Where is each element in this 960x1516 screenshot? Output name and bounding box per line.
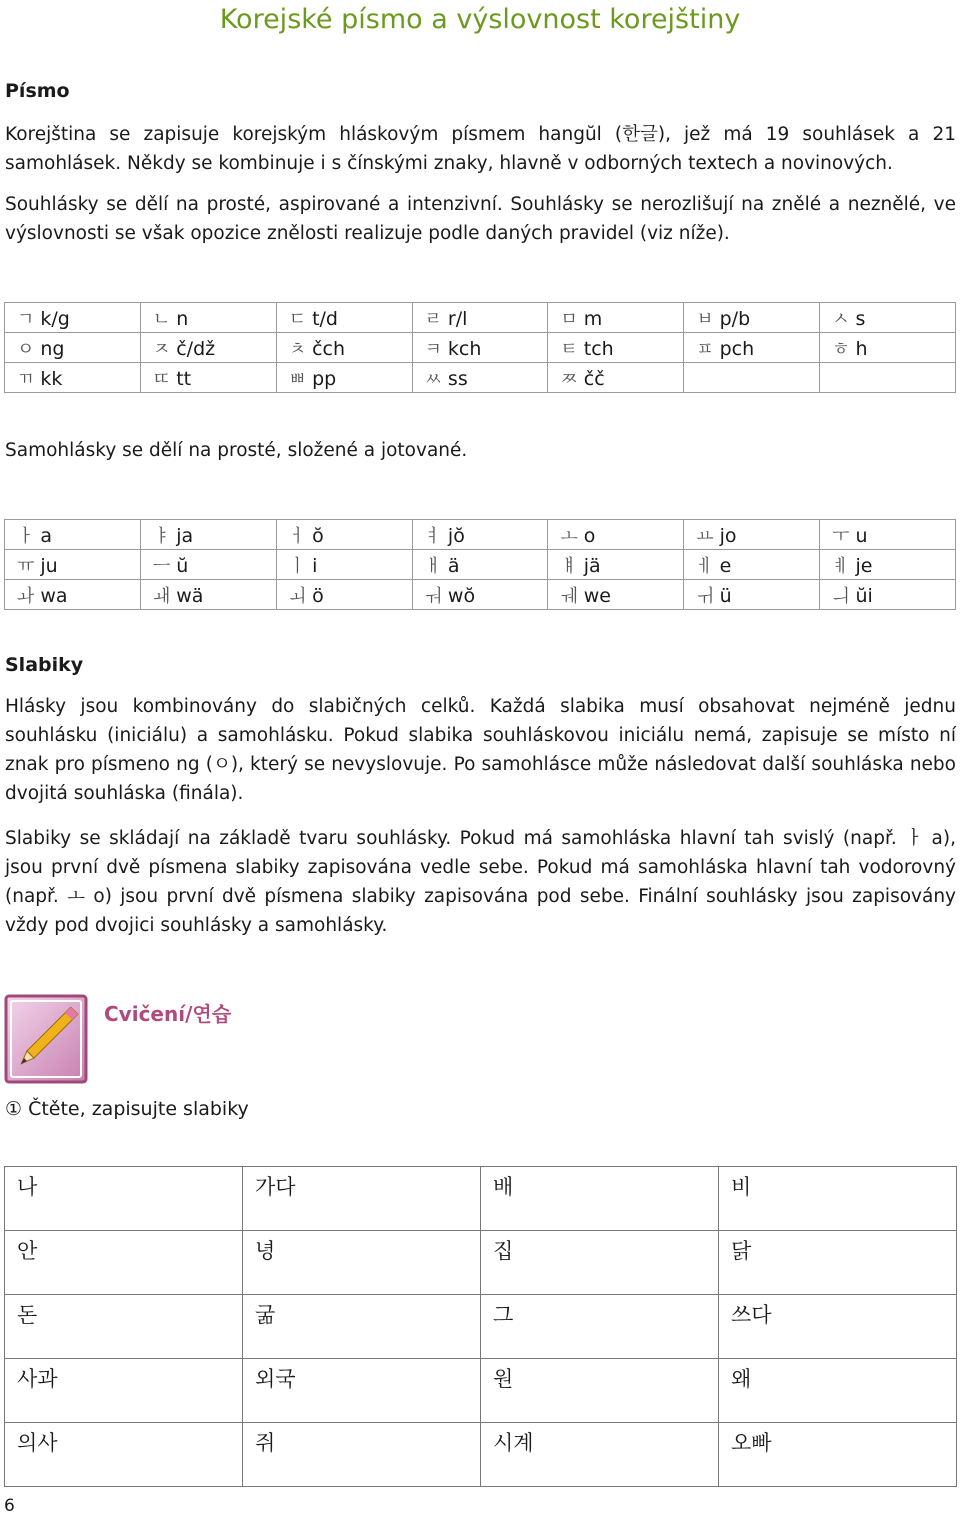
consonant-hangul-letter: ㄹ — [424, 308, 442, 330]
vowel-romanization: ja — [176, 524, 194, 547]
paragraph-consonants-intro: Souhlásky se dělí na prosté, aspirované a intenzivní. Souhlásky se nerozlišují na znělé a neznělé, ve výslovnosti se však opozice znělosti realizuje podle daných pravidel (viz níže). — [5, 194, 956, 244]
consonants-table — [4, 302, 956, 393]
vowel-cell — [140, 520, 276, 550]
consonant-hangul-letter: ㅎ — [832, 338, 850, 360]
consonant-row — [5, 303, 956, 333]
consonant-cell — [140, 303, 276, 333]
consonant-romanization: s — [855, 307, 866, 330]
vowel-romanization: ü — [719, 584, 732, 607]
vowel-cell — [140, 580, 276, 610]
consonant-cell — [140, 333, 276, 363]
exercise-syllable-cell: 시계 — [481, 1423, 719, 1487]
paragraph-syllables-1: Hlásky jsou kombinovány do slabičných celků. Každá slabika musí obsahovat nejméně jednu souhlásku (iniciálu) a samohlásku. Pokud slabika souhláskovou iniciálu nemá, zapisuje se místo ní znak pro písmeno ng (ㅇ), který se nevyslovuje. Po samohlásce může následovat další souhláska nebo dvojitá souhláska (finála). — [5, 696, 956, 804]
vowel-romanization: a — [40, 524, 53, 547]
consonant-hangul-letter: ㅅ — [832, 308, 850, 330]
vowel-hangul-letter: ㅙ — [152, 585, 171, 607]
vowel-hangul-letter: ㅟ — [696, 585, 714, 607]
consonant-romanization: pch — [719, 337, 755, 360]
consonant-cell — [548, 333, 684, 363]
consonant-hangul-letter: ㅇ — [17, 338, 35, 360]
consonant-hangul-letter: ㄴ — [152, 308, 171, 330]
consonant-row — [5, 363, 956, 393]
exercise-syllable-cell: 배 — [481, 1167, 719, 1231]
vowel-romanization: je — [855, 554, 873, 577]
vowel-romanization: o — [583, 524, 596, 547]
consonant-cell — [140, 363, 276, 393]
consonant-cell — [412, 333, 548, 363]
consonant-cell — [412, 303, 548, 333]
consonant-romanization: n — [176, 307, 189, 330]
consonant-romanization: ss — [447, 367, 468, 390]
consonant-romanization: čch — [312, 337, 346, 360]
vowel-romanization: wa — [40, 584, 68, 607]
exercise-title: Cvičení/연습 — [104, 1002, 232, 1026]
vowel-row — [5, 580, 956, 610]
consonant-hangul-letter: ㅆ — [424, 368, 442, 390]
vowel-cell — [684, 520, 820, 550]
exercise-syllable-cell: 안 — [5, 1231, 243, 1295]
vowel-hangul-letter: ㅔ — [696, 555, 714, 577]
vowel-hangul-letter: ㅑ — [152, 525, 171, 547]
exercise-syllable-cell: 오빠 — [719, 1423, 957, 1487]
vowel-romanization: u — [855, 524, 868, 547]
consonant-romanization: t/d — [312, 307, 338, 330]
consonant-cell — [412, 363, 548, 393]
consonant-romanization: pp — [312, 367, 337, 390]
vowel-hangul-letter: ㅐ — [424, 555, 442, 577]
exercise-syllable-cell: 외국 — [243, 1359, 481, 1423]
consonant-cell — [684, 333, 820, 363]
consonant-romanization: ng — [40, 337, 65, 360]
vowel-cell — [412, 550, 548, 580]
consonant-cell — [276, 303, 412, 333]
exercise-syllable-cell: 굶 — [243, 1295, 481, 1359]
vowel-hangul-letter: ㅚ — [288, 585, 307, 607]
exercise-task: ① Čtěte, zapisujte slabiky — [5, 1098, 249, 1120]
vowel-cell — [276, 520, 412, 550]
exercise-syllable-cell: 의사 — [5, 1423, 243, 1487]
vowel-romanization: ŭi — [855, 584, 873, 607]
consonant-romanization: p/b — [719, 307, 751, 330]
consonant-hangul-letter: ㄷ — [288, 308, 307, 330]
consonant-romanization: č/dž — [176, 337, 216, 360]
vowel-romanization: wä — [176, 584, 204, 607]
vowel-hangul-letter: ㅣ — [288, 555, 307, 577]
consonant-hangul-letter: ㅂ — [696, 308, 714, 330]
exercise-syllable-cell: 원 — [481, 1359, 719, 1423]
consonant-hangul-letter: ㅃ — [288, 368, 307, 390]
consonant-hangul-letter: ㅉ — [560, 368, 578, 390]
section-heading-syllables: Slabiky — [5, 654, 84, 676]
vowel-romanization: i — [312, 554, 318, 577]
exercise-syllable-cell: 왜 — [719, 1359, 957, 1423]
consonant-hangul-letter: ㅈ — [152, 338, 171, 360]
consonant-cell — [5, 303, 141, 333]
vowel-romanization: ŏ — [312, 524, 324, 547]
consonant-romanization: tch — [583, 337, 614, 360]
vowel-cell — [684, 580, 820, 610]
exercise-row — [5, 1167, 957, 1231]
vowel-romanization: we — [583, 584, 611, 607]
vowel-hangul-letter: ㅛ — [696, 525, 714, 547]
consonant-cell — [548, 363, 684, 393]
consonant-hangul-letter: ㄸ — [152, 368, 171, 390]
vowel-hangul-letter: ㅓ — [288, 525, 307, 547]
exercise-syllable-cell: 나 — [5, 1167, 243, 1231]
vowel-hangul-letter: ㅡ — [152, 555, 171, 577]
vowel-cell — [548, 580, 684, 610]
consonant-romanization: h — [855, 337, 868, 360]
vowel-hangul-letter: ㅕ — [424, 525, 442, 547]
consonant-hangul-letter: ㅋ — [424, 338, 442, 360]
consonant-hangul-letter: ㅊ — [288, 338, 307, 360]
paragraph-vowels-intro: Samohlásky se dělí na prosté, složené a jotované. — [5, 440, 468, 461]
vowel-cell — [820, 580, 956, 610]
consonant-hangul-letter: ㅁ — [560, 308, 578, 330]
exercise-row — [5, 1359, 957, 1423]
vowel-row — [5, 520, 956, 550]
consonant-hangul-letter: ㄱ — [17, 308, 35, 330]
vowel-cell — [684, 550, 820, 580]
exercise-syllable-cell: 돈 — [5, 1295, 243, 1359]
consonant-cell — [820, 333, 956, 363]
consonant-cell — [5, 363, 141, 393]
vowel-romanization: ju — [40, 554, 58, 577]
vowel-romanization: wŏ — [447, 584, 476, 607]
exercise-syllable-cell: 쓰다 — [719, 1295, 957, 1359]
pencil-icon — [4, 994, 88, 1084]
consonant-cell — [820, 303, 956, 333]
vowel-romanization: ö — [312, 584, 324, 607]
vowel-cell — [820, 550, 956, 580]
consonant-romanization: tt — [176, 367, 192, 390]
consonant-hangul-letter: ㅌ — [560, 338, 578, 360]
exercise-syllable-cell: 녕 — [243, 1231, 481, 1295]
exercise-syllable-cell: 집 — [481, 1231, 719, 1295]
vowel-romanization: jŏ — [447, 524, 465, 547]
consonant-hangul-letter: ㄲ — [17, 368, 35, 390]
vowel-romanization: jä — [583, 554, 601, 577]
exercise-row — [5, 1295, 957, 1359]
exercise-syllable-cell: 쥐 — [243, 1423, 481, 1487]
exercise-row — [5, 1423, 957, 1487]
vowel-hangul-letter: ㅝ — [424, 585, 442, 607]
consonant-romanization: kch — [447, 337, 482, 360]
consonant-romanization: čč — [583, 367, 605, 390]
vowel-cell — [276, 550, 412, 580]
vowel-cell — [548, 520, 684, 550]
vowel-cell — [5, 520, 141, 550]
vowel-cell — [412, 520, 548, 550]
consonant-romanization: m — [583, 307, 603, 330]
consonant-cell — [276, 363, 412, 393]
consonant-cell — [684, 363, 820, 393]
vowel-cell — [548, 550, 684, 580]
exercise-table — [4, 1166, 957, 1487]
page-number: 6 — [4, 1496, 15, 1516]
vowel-cell — [820, 520, 956, 550]
vowel-cell — [276, 580, 412, 610]
vowel-hangul-letter: ㅒ — [560, 555, 578, 577]
exercise-syllable-cell: 가다 — [243, 1167, 481, 1231]
consonant-romanization: kk — [40, 367, 63, 390]
section-heading-script: Písmo — [5, 80, 70, 102]
exercise-syllable-cell: 닭 — [719, 1231, 957, 1295]
exercise-syllable-cell: 그 — [481, 1295, 719, 1359]
consonant-cell — [684, 303, 820, 333]
vowel-cell — [5, 550, 141, 580]
consonant-romanization: k/g — [40, 307, 70, 330]
exercise-syllable-cell: 비 — [719, 1167, 957, 1231]
vowel-romanization: ŭ — [176, 554, 189, 577]
vowel-hangul-letter: ㅠ — [17, 555, 35, 577]
vowel-romanization: jo — [719, 524, 737, 547]
consonant-row — [5, 333, 956, 363]
vowel-hangul-letter: ㅞ — [560, 585, 578, 607]
paragraph-script-intro: Korejština se zapisuje korejským hláskovým písmem hangŭl (한글), jež má 19 souhlásek a 21 samohlásek. Někdy se kombinuje i s čínskými znaky, hlavně v odborných textech a novinových. — [5, 124, 956, 174]
vowel-row — [5, 550, 956, 580]
consonant-cell — [276, 333, 412, 363]
vowel-hangul-letter: ㅘ — [17, 585, 35, 607]
consonant-cell — [548, 303, 684, 333]
consonant-cell — [820, 363, 956, 393]
vowel-hangul-letter: ㅗ — [560, 525, 578, 547]
page-title: Korejské písmo a výslovnost korejštiny — [219, 4, 741, 35]
vowel-hangul-letter: ㅜ — [832, 525, 850, 547]
exercise-row — [5, 1231, 957, 1295]
vowel-cell — [412, 580, 548, 610]
vowel-romanization: ä — [447, 554, 460, 577]
vowels-table — [4, 519, 956, 610]
exercise-syllable-cell: 사과 — [5, 1359, 243, 1423]
consonant-cell — [5, 333, 141, 363]
vowel-cell — [5, 580, 141, 610]
consonant-romanization: r/l — [447, 307, 468, 330]
vowel-romanization: e — [719, 554, 732, 577]
vowel-cell — [140, 550, 276, 580]
consonant-hangul-letter: ㅍ — [696, 338, 714, 360]
vowel-hangul-letter: ㅢ — [832, 585, 850, 607]
vowel-hangul-letter: ㅏ — [17, 525, 35, 547]
vowel-hangul-letter: ㅖ — [832, 555, 850, 577]
paragraph-syllables-2: Slabiky se skládají na základě tvaru souhlásky. Pokud má samohláska hlavní tah svislý (např. ㅏ a), jsou první dvě písmena slabiky zapisována vedle sebe. Pokud má samohláska hlavní tah vodorovný (např. ㅗ o) jsou první dvě písmena slabiky zapisována pod sebe. Finální souhlásky jsou zapisovány vždy pod dvojici souhlásky a samohlásky. — [5, 828, 956, 936]
